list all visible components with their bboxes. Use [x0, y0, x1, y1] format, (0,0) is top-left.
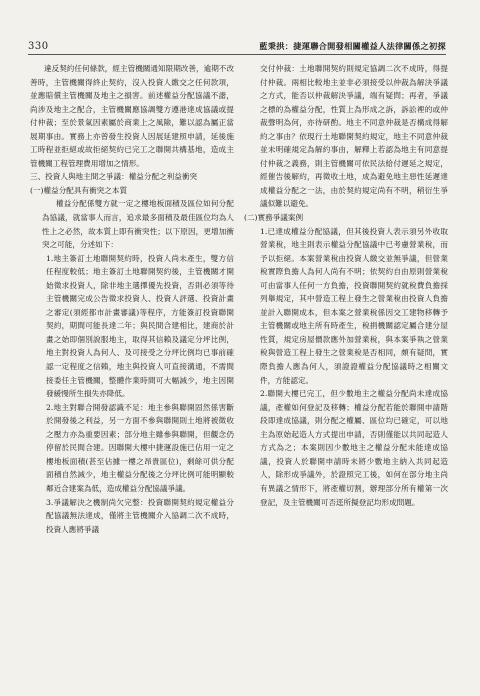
numbered-item: 1.地主簽訂土地聯開契約時，投資人尚未產生，雙方信任程度較低；地主簽訂土地聯開契約後，主管機關才開始徵求投資人，除非地主選擇優先投資，否則必須等待主管機關完成公告徵求投資人、投資人評選、投資計畫之審定(須經都市計畫審議)等程序，方能簽訂投資聯開契約，期間可能長達二年；與民間合建相比，建商於計畫之始即個別說服地主，取得其信賴及議定分坪比例，地主對投資人為何人、及可接受之分坪比例均已事前確認一定程度之信賴，地主與投資人可直接溝通，不需間接委任主管機關，整體作業時間可大幅減少，地主因開發緩慢所生損失亦降低。: [46, 253, 234, 399]
numbered-item: 3.爭議解決之機制尚欠完整：投資聯開契約規定權益分配協議無法達成，僅將主管機關介入協調二次不成時，投資人應將爭議: [46, 497, 234, 534]
paragraph-continued: 交付仲裁：土地聯開契約則規定協調二次不成時，得提付仲裁。兩相比較地主並非必須接受以仲裁為解決爭議之方式，能否以仲裁解決爭議，端有疑問；再者，爭議之標的為權益分配，性質上為形成之訴，訴訟裡的或仲裁聲明為何，亦待研酌。地主不同意仲裁是否構成得解約之事由？依現行土地聯開契約規定，地主不同意仲裁並未明確規定為解約事由，解釋上若認為地主有同意提付仲裁之義務，則主管機關可依民法給付遲延之規定，經催告後解約，再徵收土地，成為避免地主惡性延遲達成權益分配之一法，由於契約規定尚有不明，稍衍生爭議似難以避免。: [260, 64, 448, 209]
page-number: 330: [28, 41, 49, 52]
subsection-heading: (二)實務爭議案例: [244, 213, 304, 223]
subsection-heading: (一)權益分配具有衝突之本質: [30, 185, 128, 195]
page-header: [28, 38, 446, 55]
paragraph: 權益分配係雙方就一定之樓地板面積及區位如何分配為協議，就當事人而言，追求最多面積及最佳區位均為人性上之必然，故本質上即有衝突性；以下原因，更增加衝突之可能，分述如下：: [42, 199, 234, 250]
running-head: 藍秉拱：捷運聯合開發相關權益人法律關係之初探: [259, 41, 446, 51]
section-heading: 三、投資人與地主間之爭議：權益分配之利益衝突: [30, 172, 198, 182]
left-column: [30, 62, 234, 536]
numbered-item: 2.聯開大樓已完工，但少數地主之權益分配尚未達成協議，產權如何登記及移轉；權益分配若能於聯開申請階段即達成協議，則分配之權屬、區位均已確定，可以地主為原始起造人方式提出申請，否則僅能以共同起造人方式為之；本案則因少數地主之權益分配未能達成協議，投資人於聯開申請時未將少數地主納入共同起造人，除形成爭議外，於證照完工後，如何在部分地主尚有異議之情形下，將產權切割，辦理部分所有權第一次登記，及主管機關可否逕所擬登記均形成問題。: [260, 389, 448, 507]
paragraph-continued: 違反契約任何條款，經主管機關通知限期改善，逾期不改善時，主管機關得終止契約，沒入投資人繳交之任何款項，並應賠償主管機關及地主之損害。前述權益分配協議不諧，尚涉及地主之配合，主管機關應協調雙方遵港達成協議或提付仲裁；至於景氣因素屬於商業上之風險，難以認為屬正當展期事由。實務上亦曾發生投資人因展延建照申請，延後施工時程並拒絕或故拒絕契約已完工之聯開共構基地，造成主管機關工程管理費用增加之情形。: [30, 64, 234, 168]
right-column: [244, 62, 448, 509]
numbered-item: 2.地主對聯合開發認識不足：地主參與聯開固然係害斷於開發後之利益，另一方面不參與聯開則土地將被徵收之壓力亦為重要因素；部分地主雖參與聯開，但觀念仍停留於民間合建。因聯開大樓中捷運設施已佔用一定之樓地板面積(甚至佔據一樓之昂貴區位)，剩餘可供分配面積自然減少，地主權益分配後之分坪比例可能明顯較鄰近合建案為低，造成權益分配協議爭議。: [46, 402, 234, 493]
numbered-item: 1.已達成權益分配協議，但其後投資人表示須另外收取營業稅，地主則表示權益分配協議中已考慮營業稅，而予以拒絕。本案營業稅由投資人繳交並無爭議，但營業稅實際負擔人為何人尚有不明；依契約自由原則營業稅可由當事人任何一方負擔，投資聯開契約就稅費負擔採列舉規定，其中營造工程上發生之營業稅由投資人負擔並計入聯開成本，但本案之營業稅係因交工建物移轉予主管機關或地主所有時產生，稅捐機關認定屬合建分屋性質，規定房屋價款應外加營業稅，與本案爭執之營業稅與營造工程上發生之營業稅是否相同，頗有疑問，實際負擔人應為何人，須證證權益分配協議時之相關文件，方能認定。: [260, 226, 448, 385]
